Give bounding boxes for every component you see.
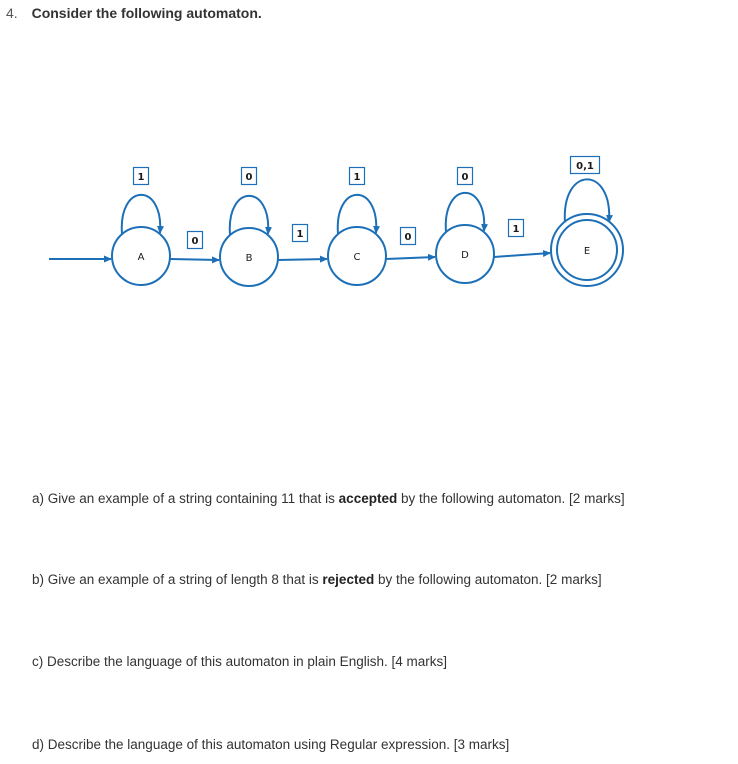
state-E [551, 214, 623, 286]
part-d-text: d) Describe the language of this automaton using Regular expression. [3 marks] [32, 737, 510, 752]
transition-label-D-E [509, 220, 524, 237]
part-b-emphasis: rejected [322, 572, 375, 587]
self-loop-label-E-text: 0,1 [576, 161, 594, 172]
transition-label-C-D-text: 0 [404, 232, 412, 243]
self-loop-label-A-text: 1 [137, 172, 145, 183]
transition-label-D-E-text: 1 [512, 224, 520, 235]
transition-label-A-B [188, 232, 203, 249]
transition-label-C-D [401, 228, 416, 245]
self-loop-label-B [242, 168, 257, 185]
state-C-label: C [353, 252, 361, 263]
self-loop-label-A [134, 168, 149, 185]
part-c [32, 654, 447, 669]
self-loop-label-C-text: 1 [353, 172, 361, 183]
state-B [220, 228, 278, 286]
question-number: 4. [6, 5, 18, 21]
transition-label-B-C-text: 1 [296, 229, 304, 240]
state-A-label: A [137, 252, 145, 263]
self-loop-label-D-text: 0 [461, 172, 469, 183]
part-b-text-end: by the following automaton. [2 marks] [374, 572, 602, 587]
transition-D-E [494, 253, 550, 257]
state-C [328, 227, 386, 285]
part-d [32, 737, 509, 752]
transition-B-C [278, 259, 327, 260]
transition-label-A-B-text: 0 [191, 236, 199, 247]
state-D-label: D [461, 250, 469, 261]
self-loop-label-E [571, 157, 600, 174]
state-D [436, 225, 494, 283]
part-a-text-start: a) Give an example of a string containing 11 that is [32, 491, 339, 506]
self-loop-label-C [350, 168, 365, 185]
transition-C-D [386, 257, 435, 259]
part-a [32, 491, 625, 506]
part-c-text: c) Describe the language of this automaton in plain English. [4 marks] [32, 654, 447, 669]
state-E-label: E [583, 246, 591, 257]
self-loop-label-D [458, 168, 473, 185]
question-title: Consider the following automaton. [31, 5, 262, 21]
transition-A-B [170, 259, 219, 260]
part-b [32, 572, 602, 587]
self-loop-label-B-text: 0 [245, 172, 253, 183]
part-a-text-end: by the following automaton. [2 marks] [397, 491, 625, 506]
state-A [112, 227, 170, 285]
transition-label-B-C [293, 225, 308, 242]
part-b-text-start: b) Give an example of a string of length 8 that is [32, 572, 323, 587]
state-B-label: B [245, 253, 253, 264]
part-a-emphasis: accepted [338, 491, 398, 506]
